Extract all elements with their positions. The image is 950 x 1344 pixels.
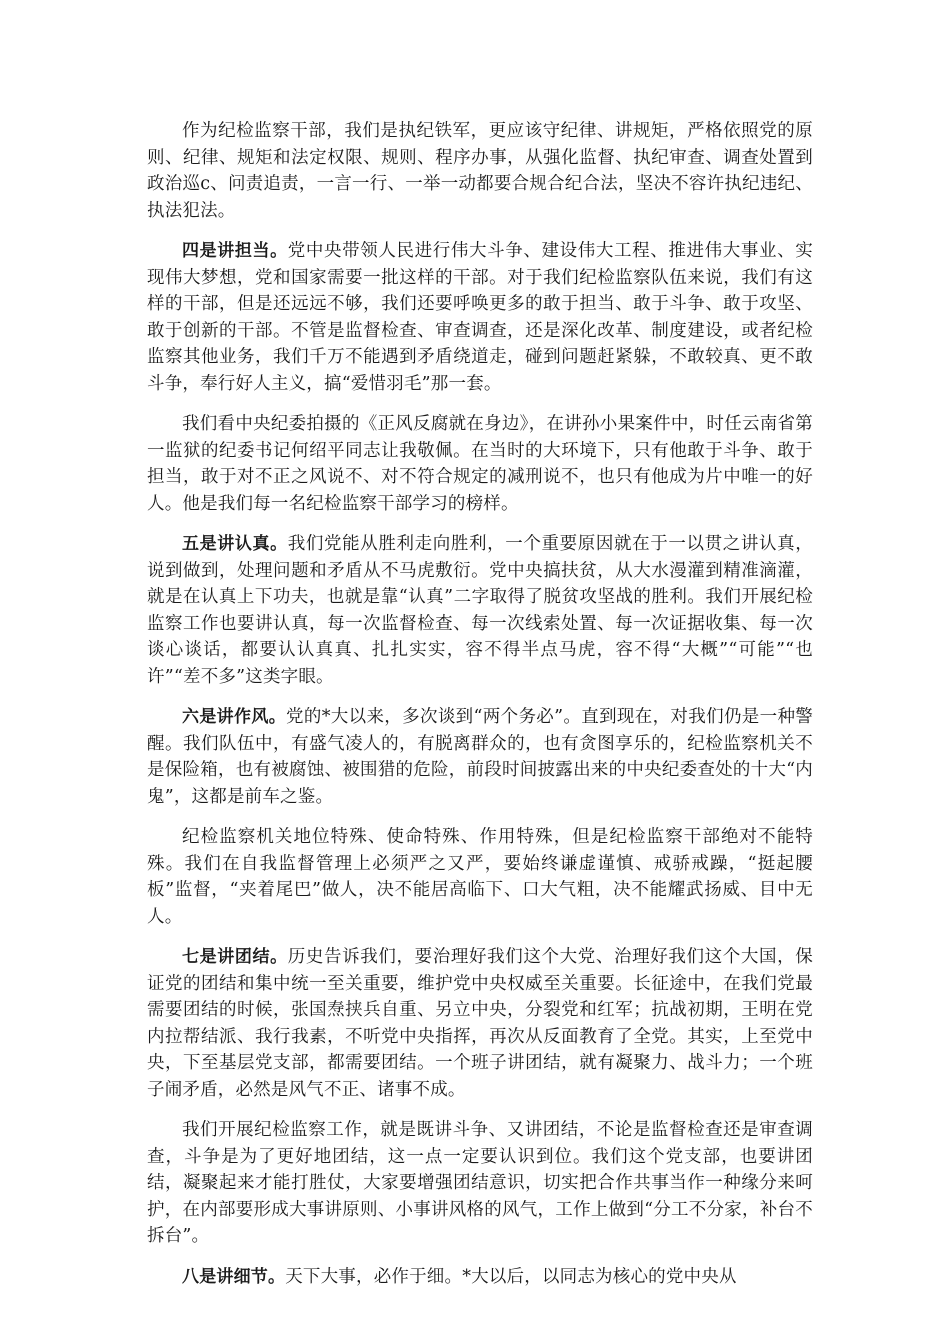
paragraph-heading: 五是讲认真。	[182, 534, 288, 554]
paragraph-style	[147, 704, 813, 810]
paragraph-unity-practice	[147, 1117, 813, 1250]
paragraph-text: 天下大事，必作于细。*大以后，以同志为核心的党中央从	[285, 1266, 737, 1287]
paragraph-earnestness	[147, 531, 813, 690]
paragraph-text: 作为纪检监察干部，我们是执纪铁军，更应该守纪律、讲规矩，严格依照党的原则、纪律、规矩和法定权限、规则、程序办事，从强化监督、执纪审查、调查处置到政治巡c、问责追责，一言一行、一举一动都要合规合纪合法，坚决不容许执纪违纪、执法犯法。	[147, 121, 813, 221]
paragraph-heading: 六是讲作风。	[182, 707, 287, 727]
paragraph-heading: 四是讲担当。	[182, 241, 288, 261]
paragraph-text: 我们看中央纪委拍摄的《正风反腐就在身边》，在讲孙小果案件中，时任云南省第一监狱的纪委书记何绍平同志让我敬佩。在当时的大环境下，只有他敢于斗争、敢于担当，敢于对不正之风说不、对不符合规定的减刑说不，也只有他成为片中唯一的好人。他是我们每一名纪检监察干部学习的榜样。	[147, 414, 813, 514]
paragraph-responsibility	[147, 238, 813, 397]
paragraph-text: 我们党能从胜利走向胜利，一个重要原因就在于一以贯之讲认真，说到做到，处理问题和矛盾从不马虎敷衍。党中央搞扶贫，从大水漫灌到精准滴灌，就是在认真上下功夫，也就是靠“认真”二字取得了脱贫攻坚战的胜利。我们开展纪检监察工作也要讲认真，每一次监督检查、每一次线索处置、每一次证据收集、每一次谈心谈话，都要认认真真、扎扎实实，容不得半点马虎，容不得“大概”“可能”“也许”“差不多”这类字眼。	[147, 534, 813, 687]
paragraph-text: 纪检监察机关地位特殊、使命特殊、作用特殊，但是纪检监察干部绝对不能特殊。我们在自我监督管理上必须严之又严，要始终谦虚谨慎、戒骄戒躁，“挺起腰板”监督，“夹着尾巴”做人，决不能居高临下、口大气粗，决不能耀武扬威、目中无人。	[147, 827, 813, 927]
paragraph-text: 党中央带领人民进行伟大斗争、建设伟大工程、推进伟大事业、实现伟大梦想，党和国家需要一批这样的干部。对于我们纪检监察队伍来说，我们有这样的干部，但是还远远不够，我们还要呼唤更多的敢于担当、敢于斗争、敢于攻坚、敢于创新的干部。不管是监督检查、审查调查，还是深化改革、制度建设，或者纪检监察其他业务，我们千万不能遇到矛盾绕道走，碰到问题赶紧躲，不敢较真、更不敢斗争，奉行好人主义，搞“爱惜羽毛”那一套。	[147, 241, 813, 394]
paragraph-text: 历史告诉我们，要治理好我们这个大党、治理好我们这个大国，保证党的团结和集中统一至关重要，维护党中央权威至关重要。长征途中，在我们党最需要团结的时候，张国焘挟兵自重、另立中央，分裂党和红军；抗战初期，王明在党内拉帮结派、我行我素，不听党中央指挥，再次从反面教育了全党。其实，上至党中央，下至基层党支部，都需要团结。一个班子讲团结，就有凝聚力、战斗力；一个班子闹矛盾，必然是风气不正、诸事不成。	[147, 947, 813, 1100]
document-body	[147, 118, 813, 1304]
paragraph-example	[147, 411, 813, 517]
paragraph-text: 我们开展纪检监察工作，就是既讲斗争、又讲团结，不论是监督检查还是审查调查，斗争是为了更好地团结，这一点一定要认识到位。我们这个党支部，也要讲团结，凝聚起来才能打胜仗，大家要增强团结意识，切实把合作共事当作一种缘分来呵护，在内部要形成大事讲原则、小事讲风格的风气，工作上做到“分工不分家，补台不拆台”。	[147, 1120, 813, 1246]
paragraph-heading: 七是讲团结。	[182, 947, 288, 967]
paragraph-text: 党的*大以来，多次谈到“两个务必”。直到现在，对我们仍是一种警醒。我们队伍中，有盛气凌人的，有脱离群众的，也有贪图享乐的，纪检监察机关不是保险箱，也有被腐蚀、被围猎的危险，前段时间披露出来的中央纪委查处的十大“内鬼”，这都是前车之鉴。	[147, 707, 813, 807]
paragraph-unity	[147, 944, 813, 1103]
paragraph-discipline	[147, 118, 813, 224]
paragraph-heading: 八是讲细节。	[182, 1266, 286, 1287]
paragraph-details	[147, 1264, 813, 1291]
paragraph-self-supervision	[147, 824, 813, 930]
